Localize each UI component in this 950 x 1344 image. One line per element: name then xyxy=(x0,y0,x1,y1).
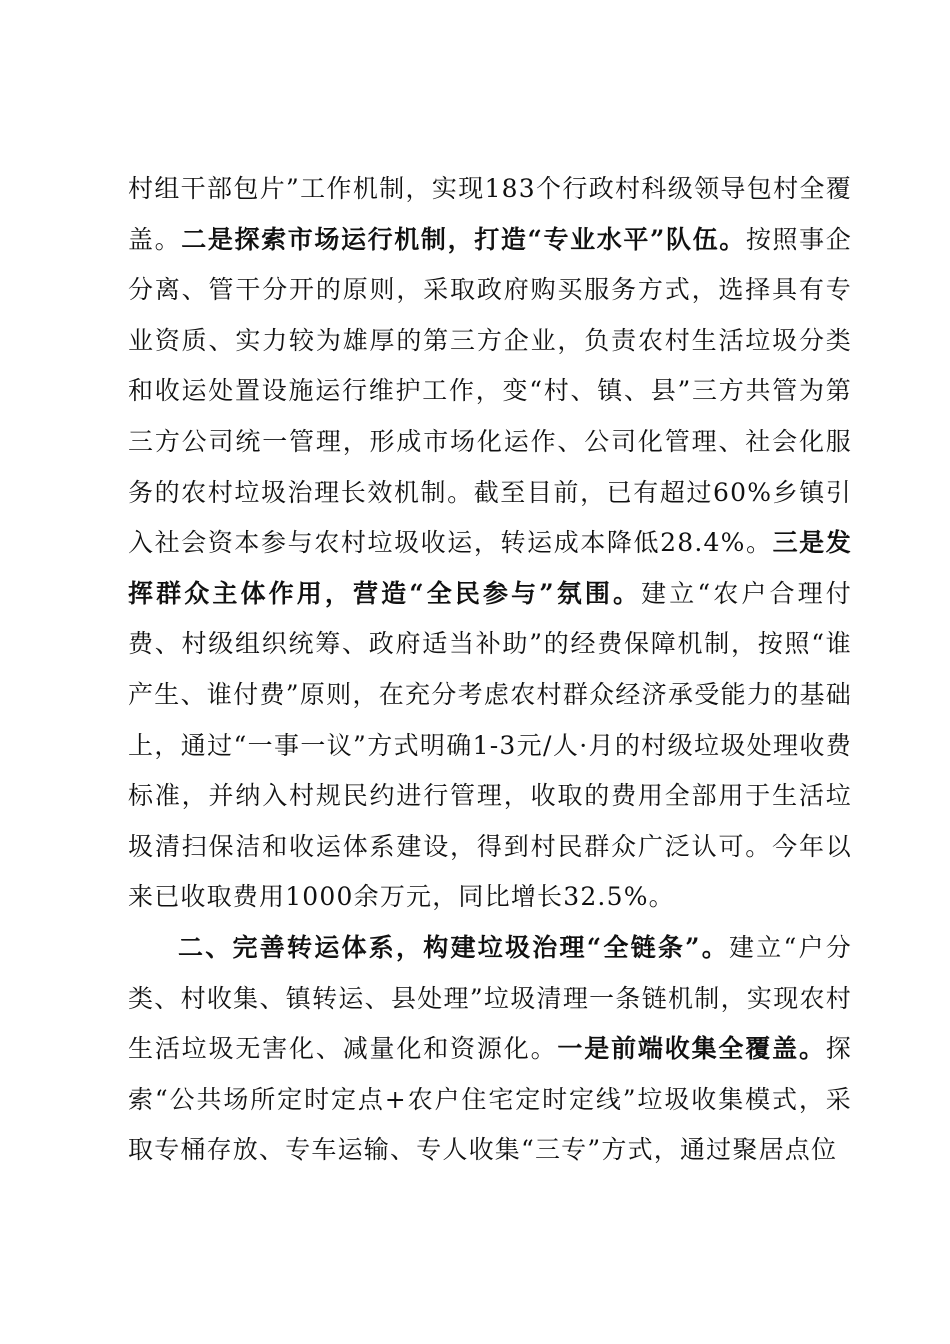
text-run: 探索“公共场所定时定点+农户住宅定时定线”垃圾收集模式，采取专桶存放、专车运输、专人收集“三专”方式，通过聚居点位 xyxy=(128,1034,852,1165)
text-run: 按照事企分离、管干分开的原则，采取政府购买服务方式，选择具有专业资质、实力较为雄厚的第三方企业，负责农村生活垃圾分类和收运处置设施运行维护工作，变“村、镇、县”三方共管为第三方公司统一管理，形成市场化运作、公司化管理、社会化服务的农村垃圾治理长效机制。截至目前，已有超过60%乡镇引入社会资本参与农村垃圾收运，转运成本降低28.4%。 xyxy=(128,224,852,558)
paragraph-1 xyxy=(128,164,852,923)
paragraph-2 xyxy=(128,923,852,1176)
document-body xyxy=(128,164,852,1176)
text-run: 建立“农户合理付费、村级组织统筹、政府适当补助”的经费保障机制，按照“谁产生、谁付费”原则，在充分考虑农村群众经济承受能力的基础上，通过“一事一议”方式明确1-3元/人·月的村级垃圾处理收费标准，并纳入村规民约进行管理，收取的费用全部用于生活垃圾清扫保洁和收运体系建设，得到村民群众广泛认可。今年以来已收取费用1000余万元，同比增长32.5%。 xyxy=(128,578,852,912)
section-heading-run: 二、完善转运体系，构建垃圾治理“全链条”。 xyxy=(178,932,730,962)
bold-heading-run: 一是前端收集全覆盖。 xyxy=(557,1034,826,1064)
bold-heading-run: 二是探索市场运行机制，打造“专业水平”队伍。 xyxy=(181,224,746,254)
text-run: 村组干部包片”工作机制，实现183个行政村科级领导包村全覆盖。 xyxy=(128,174,852,254)
text-run: 建立“户分类、村收集、镇转运、县处理”垃圾清理一条链机制，实现农村生活垃圾无害化、减量化和资源化。 xyxy=(128,932,852,1064)
bold-heading-run: 三是发挥群众主体作用，营造“全民参与”氛围。 xyxy=(128,528,852,608)
